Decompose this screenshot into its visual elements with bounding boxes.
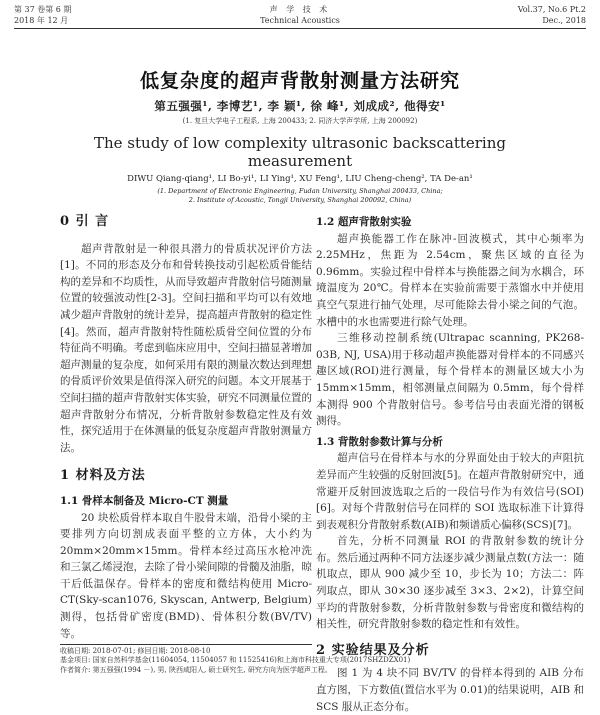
paragraph-1-2a: 超声换能器工作在脉冲-回波模式，其中心频率为 2.25MHz，焦距为 2.54cm，聚焦区域的直径为 0.96mm。实验过程中骨样本与换能器之间为水耦合，环境温度为 20℃。骨样本在实验前需要于蒸馏水中并使用真空气泵进行抽气处理，尽可能除去骨小梁之间的气泡。水槽中的水也需要进行除气处理。	[316, 232, 584, 328]
paper-title-en-line2: measurement	[247, 152, 353, 170]
paragraph-1-2b: 三维移动控制系统(Ultrapac scanning, PK268-03B, NJ, USA)用于移动超声换能器对骨样本的不同感兴趣区域(ROI)进行测量，每个骨样本的测量区域大小为 15mm×15mm，相邻测量点间隔为 0.5mm，每个骨样本测得 900 个背散射信号。参考信号由表面光滑的钢板测得。	[316, 332, 584, 428]
journal-volume-en: Vol.37, No.6 Pt.2	[517, 5, 586, 14]
authors-cn: 第五强强¹, 李博艺¹, 李 颖¹, 徐 峰¹, 刘成成², 他得安¹	[154, 99, 446, 113]
journal-name-cn: 声 学 技 术	[269, 5, 331, 14]
paragraph-1-1: 20 块松质骨样本取自牛股骨末端，沿骨小梁的主要排列方向切割成表面平整的立方体，大小约为 20mm×20mm×15mm。骨样本经过高压水枪冲洗和三氯乙烯浸泡，去除了骨小梁间隙的骨髓及油脂，晾干后低温保存。骨样本的密度和微结构使用 Micro-CT(Sky-scan1076, Skyscan, Antwerp, Belgium)测得，包括骨矿密度(BMD)、骨体积分数(BV/TV)等。	[60, 511, 312, 640]
affiliation-cn: (1. 复旦大学电子工程系, 上海 200433; 2. 同济大学声学所, 上海 200092)	[182, 117, 418, 125]
section-heading-intro: 0 引 言	[60, 214, 110, 229]
paragraph-1-3b: 首先，分析不同测量 ROI 的背散射参数的统计分布。然后通过两种不同方法逐步减少测量点数(方法一：随机取点，即从 900 减少至 10，步长为 10；方法二：阵列取点，即从 30×30 逐步减至 3×3、2×2)，计算空间平均的背散射参数，分析背散射参数与骨密度和微结构的相关性，研究背散射参数的稳定性和有效性。	[316, 535, 584, 631]
paragraph-2: 图 1 为 4 块不同 BV/TV 的骨样本得到的 AIB 分布直方图，下方数值(置信水平为 0.01)的结果说明，AIB 和 SCS 服从正态分布。	[316, 667, 584, 713]
footnote-author-bio: 作者简介: 第五强强(1994 －), 男, 陕西咸阳人, 硕士研究生, 研究方向为医学超声工程。	[60, 665, 332, 674]
footnote-received: 收稿日期: 2018-07-01; 修回日期: 2018-08-10	[60, 647, 211, 655]
right-column	[316, 214, 584, 715]
section-heading-materials: 1 材料及方法	[60, 468, 146, 484]
subsection-heading-1-3: 1.3 背散射参数计算与分析	[316, 435, 443, 448]
journal-name-en: Technical Acoustics	[260, 16, 340, 25]
issue-date-cn: 2018 年 12 月	[14, 16, 69, 25]
paragraph-1-3a: 超声信号在骨样本与水的分界面处由于较大的声阻抗差异而产生较强的反射回波[5]。在超声背散射研究中，通常避开反射回波选取之后的一段信号作为有效信号(SOI)[6]。对每个背散射信号在同样的 SOI 选取标准下计算得到表观积分背散射系数(AIB)和频谱质心偏移(SCS)[7]。	[316, 452, 584, 531]
paper-title-en-line1: The study of low complexity ultrasonic backscattering	[94, 134, 506, 152]
paper-title-cn: 低复杂度的超声背散射测量方法研究	[139, 70, 460, 92]
footnote-funding: 基金项目: 国家自然科学基金(11604054, 11504057 和 11525416)和上海市科技重大专项(2017SHZDZX01)	[60, 656, 411, 665]
footnote-rule	[60, 644, 312, 645]
header-rule	[14, 28, 586, 29]
intro-paragraph: 超声背散射是一种很具潜力的骨质状况评价方法[1]。不同的形态及分布和骨转换技动引起松质骨能结构的差异和不均质性，从而导致超声背散射信号随测量位置的较强波动性[2-3]。空间扫描和平均可以有效地减少超声背散射的统计差异，提高超声背散射的稳定性[4]。然而，超声背散射特性随松质骨空间位置的分布特征尚不明确。考虑到临床应用中，空间扫描显著增加超声测量的复杂度，如何采用有限的测量次数达到理想的骨质评价效果是值得深入研究的问题。本文开展基于空间扫描的超声背散射实体实验，研究不同测量位置的超声背散射分布情况，分析背散射参数稳定性及有效性，探究适用于在体测量的低复杂度超声背散射测量方法。	[60, 242, 312, 454]
left-column	[60, 214, 312, 642]
subsection-heading-1-1: 1.1 骨样本制备及 Micro-CT 测量	[60, 494, 229, 507]
authors-en: DIWU Qiang-qiang¹, LI Bo-yi¹, LI Ying¹, XU Feng¹, LIU Cheng-cheng², TA De-an¹	[127, 174, 473, 184]
issue-date-en: Dec., 2018	[542, 16, 586, 25]
affiliation-en-line1: (1. Department of Electronic Engineering, Fudan University, Shanghai 200433, China;	[157, 187, 443, 195]
subsection-heading-1-2: 1.2 超声背散射实验	[316, 216, 412, 228]
section-heading-results: 2 实验结果及分析	[316, 642, 430, 658]
journal-volume-cn: 第 37 卷第 6 期	[14, 5, 72, 14]
affiliation-en-line2: 2. Institute of Acoustic, Tongji University, Shanghai 200092, China)	[188, 196, 412, 204]
